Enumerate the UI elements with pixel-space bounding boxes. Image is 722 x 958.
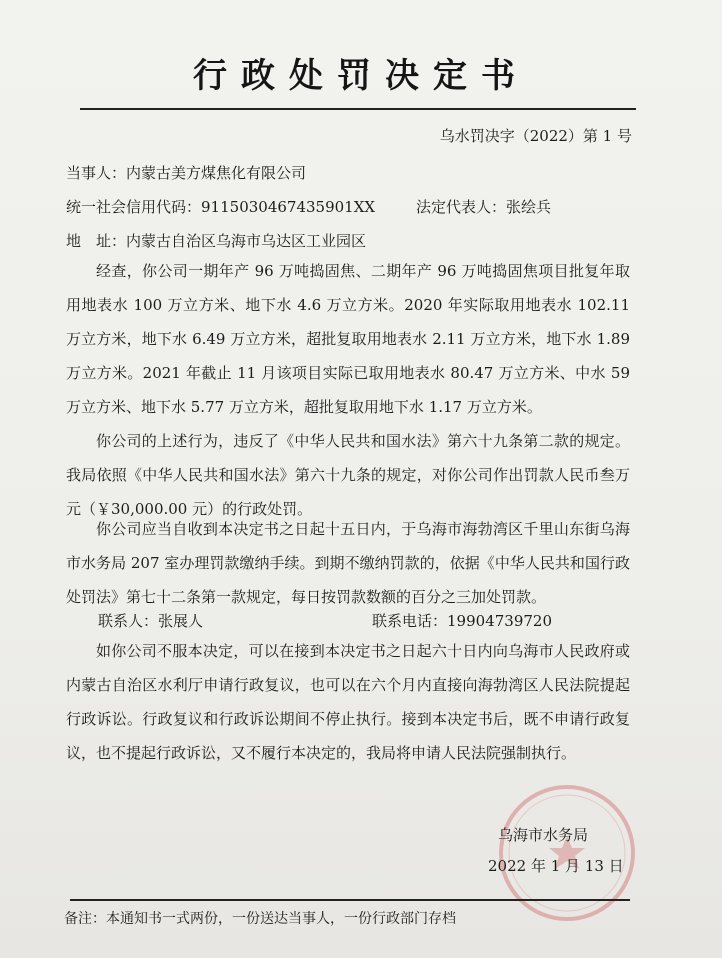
official-seal-icon — [492, 778, 642, 928]
party-label: 当事人： — [66, 164, 127, 182]
credit-code-value: 9115030467435901XX — [201, 198, 376, 216]
party-row — [66, 162, 306, 183]
legal-representative-label: 法定代表人： — [416, 198, 507, 216]
address-label: 地 址： — [66, 232, 127, 250]
address-row — [66, 230, 366, 251]
credit-code-row — [66, 196, 375, 217]
issuing-authority: 乌海市水务局 — [498, 826, 589, 844]
legal-representative-row — [416, 196, 551, 217]
violation-paragraph: 你公司的上述行为，违反了《中华人民共和国水法》第六十九条第二款的规定。我局依照《中华人民共和国水法》第六十九条的规定，对你公司作出罚款人民币叁万元（￥30,000.00 元）的行政处罚。 — [66, 432, 630, 518]
appeal-paragraph: 如你公司不服本决定，可以在接到本决定书之日起六十日内向乌海市人民政府或内蒙古自治区水利厅申请行政复议，也可以在六个月内直接向海勃湾区人民法院提起行政诉讼。行政复议和行政诉讼期间不停止执行。接到本决定书后，既不申请行政复议，也不提起行政诉讼，又不履行本决定的，我局将申请人民法院强制执行。 — [66, 642, 630, 762]
title-divider — [80, 108, 636, 110]
contact-person-label: 联系人： — [98, 612, 159, 630]
contact-phone-label: 联系电话： — [372, 612, 448, 630]
legal-representative-value: 张绘兵 — [506, 198, 552, 216]
party-value: 内蒙古美方煤焦化有限公司 — [126, 164, 307, 182]
contact-person-value: 张展人 — [158, 612, 204, 630]
footer-divider — [70, 899, 630, 901]
findings-paragraph: 经查，你公司一期年产 96 万吨捣固焦、二期年产 96 万吨捣固焦项目批复年取用地表水 100 万立方米、地下水 4.6 万立方米。2020 年实际取用地表水 102.11 万立方米，地下水 6.49 万立方米，超批复取用地表水 2.11 万立方米，地下水 1.89 万立方米。2021 年截止 11 月该项目实际已取用地表水 80.47 万立方米、中水 59 万立方米、地下水 5.77 万立方米，超批复取用地下水 1.17 万立方米。 — [66, 262, 630, 416]
address-value: 内蒙古自治区乌海市乌达区工业园区 — [126, 232, 367, 250]
document-title: 行政处罚决定书 — [193, 56, 529, 96]
footer-note: 备注：本通知书一式两份，一份送达当事人，一份行政部门存档 — [64, 911, 456, 927]
payment-paragraph: 你公司应当自收到本决定书之日起十五日内，于乌海市海勃湾区千里山东街乌海市水务局 207 室办理罚款缴纳手续。到期不缴纳罚款的，依据《中华人民共和国行政处罚法》第七十二条第一款规定，每日按罚款数额的百分之三加处罚款。 — [66, 520, 630, 606]
credit-code-label: 统一社会信用代码： — [66, 198, 202, 216]
contact-phone-row — [372, 610, 552, 631]
issue-date: 2022 年 1 月 13 日 — [488, 857, 624, 875]
contact-person-row — [98, 610, 203, 631]
contact-phone-value: 19904739720 — [447, 612, 552, 630]
document-number: 乌水罚决字（2022）第 1 号 — [439, 127, 632, 145]
